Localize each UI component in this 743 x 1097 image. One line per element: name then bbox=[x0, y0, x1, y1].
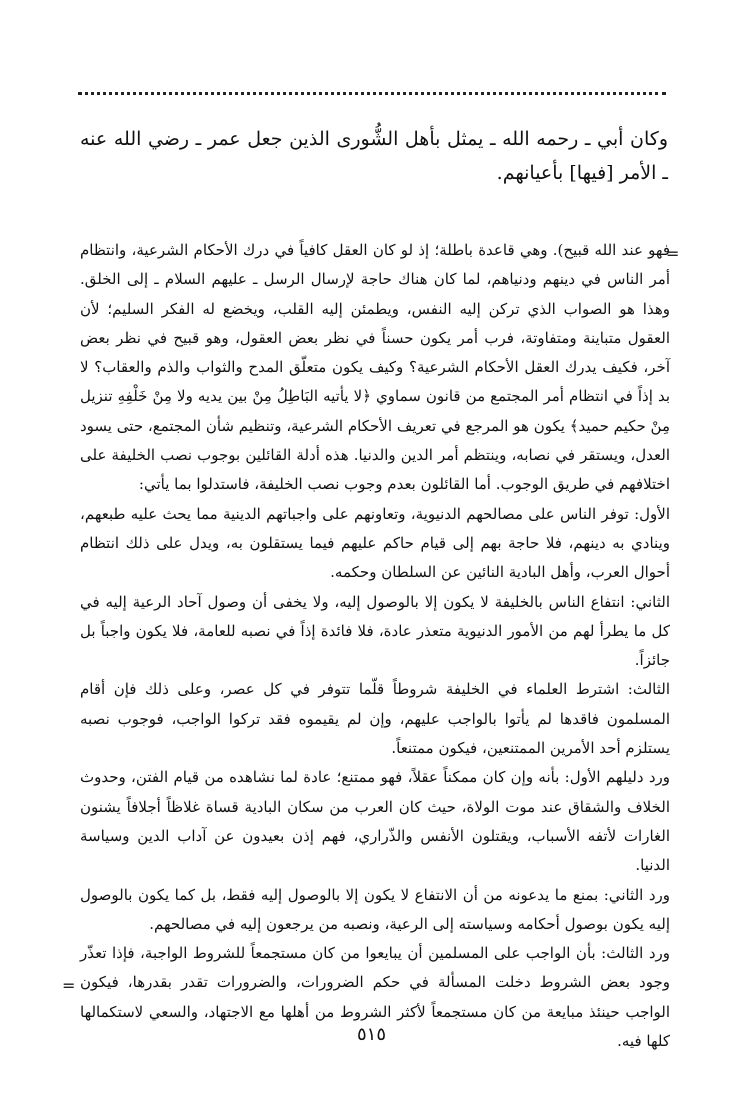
continuation-mark-bottom: = bbox=[62, 976, 76, 995]
main-paragraph: فهو عند الله قبيح). وهي قاعدة باطلة؛ إذ لو كان العقل كافياً في درك الأحكام الشرعية، وانتظام أمر الناس في دينهم ودنياهم، لما كان هناك حاجة لإرسال الرسل ـ عليهم السلام ـ إلى الخلق. وهذا هو الصواب الذي تركن إليه النفس، ويطمئن إليه القلب، ويخضع له الفكر السليم؛ لأن العقول متباينة ومتفاوتة، فرب أمر يكون حسناً في نظر بعض العقول، وهو قبيح في نظر بعض آخر، فكيف يدرك العقل الأحكام الشرعية؟ وكيف يكون متعلّق المدح والثواب والذم والعقاب؟ لا بد إذاً في انتظام أمر المجتمع من قانون سماوي ﴿لا يأتيه البَاطِلُ مِنْ بين يديه ولا مِنْ خَلْفِهِ تنزيل مِنْ حكيم حميد﴾ يكون هو المرجع في تعريف الأحكام الشرعية، وتنظيم شأن المجتمع، حتى يسود العدل، ويستقر في نصابه، وينتظم أمر الدين والدنيا. هذه أدلة القائلين بوجوب نصب الخليفة على اختلافهم في طريق الوجوب. أما القائلون بعدم وجوب نصب الخليفة، فاستدلوا بما يأتي: bbox=[80, 241, 670, 494]
main-text-block bbox=[80, 236, 670, 1056]
upper-paragraph: وكان أبي ـ رحمه الله ـ يمثل بأهل الشُّورى الذين جعل عمر ـ رضي الله عنه ـ الأمر [فيها] بأعيانهم. bbox=[80, 128, 668, 184]
main-paragraph: ورد دليلهم الأول: بأنه وإن كان ممكناً عقلاً، فهو ممتنع؛ عادة لما نشاهده من قيام الفتن، وحدوث الخلاف والشقاق عند موت الولاة، حيث كان العرب من سكان البادية قساة غلاظاً أجلافاً يشنون الغارات لأتفه الأسباب، ويقتلون الأنفس والذّراري، فهم إذن بعيدون عن آداب الدين وسياسة الدنيا. bbox=[80, 768, 670, 875]
main-paragraph: الثاني: انتفاع الناس بالخليفة لا يكون إلا بالوصول إليه، ولا يخفى أن وصول آحاد الرعية إليه في كل ما يطرأ لهم من الأمور الدنيوية متعذر عادة، فلا فائدة إذاً في نصبه للعامة، فلا يكون واجباً بل جائزاً. bbox=[80, 592, 670, 670]
main-paragraph: الثالث: اشترط العلماء في الخليفة شروطاً قلّما تتوفر في كل عصر، وعلى ذلك فإن أقام المسلمون فاقدها لم يأتوا بالواجب عليهم، وإن لم يقيموه فقد تركوا الواجب، فوجوب نصبه يستلزم أحد الأمرين الممتنعين، فيكون ممتنعاً. bbox=[80, 680, 670, 758]
main-paragraph: ورد الثاني: بمنع ما يدعونه من أن الانتفاع لا يكون إلا بالوصول إليه فقط، بل كما يكون بالوصول إليه يكون بوصول أحكامه وسياسته إلى الرعية، ونصبه من يرجعون إليه في مصالحهم. bbox=[80, 885, 670, 933]
page-number: ٥١٥ bbox=[356, 1024, 386, 1045]
main-paragraph: ورد الثالث: بأن الواجب على المسلمين أن يبايعوا من كان مستجمعاً للشروط الواجبة، فإذا تعذّر وجود بعض الشروط دخلت المسألة في حكم الضرورات، والضرورات تقدر بقدرها، فيكون الواجب حينئذ مبايعة من كان مستجمعاً لأكثر الشروط من أهلها مع الاجتهاد، والسعي لاستكمالها كلها فيه. bbox=[80, 944, 670, 1051]
upper-text-block bbox=[80, 122, 668, 190]
dotted-separator bbox=[78, 92, 666, 95]
main-paragraph: الأول: توفر الناس على مصالحهم الدنيوية، وتعاونهم على واجباتهم الدينية مما يحث عليه طبعهم، وينادي به دينهم، فلا حاجة بهم إلى قيام حاكم عليهم فيما يستقلون به، ويدل على ذلك انتظام أحوال العرب، وأهل البادية النائين عن السلطان وحكمه. bbox=[80, 504, 670, 582]
continuation-mark-top: = bbox=[666, 244, 680, 263]
